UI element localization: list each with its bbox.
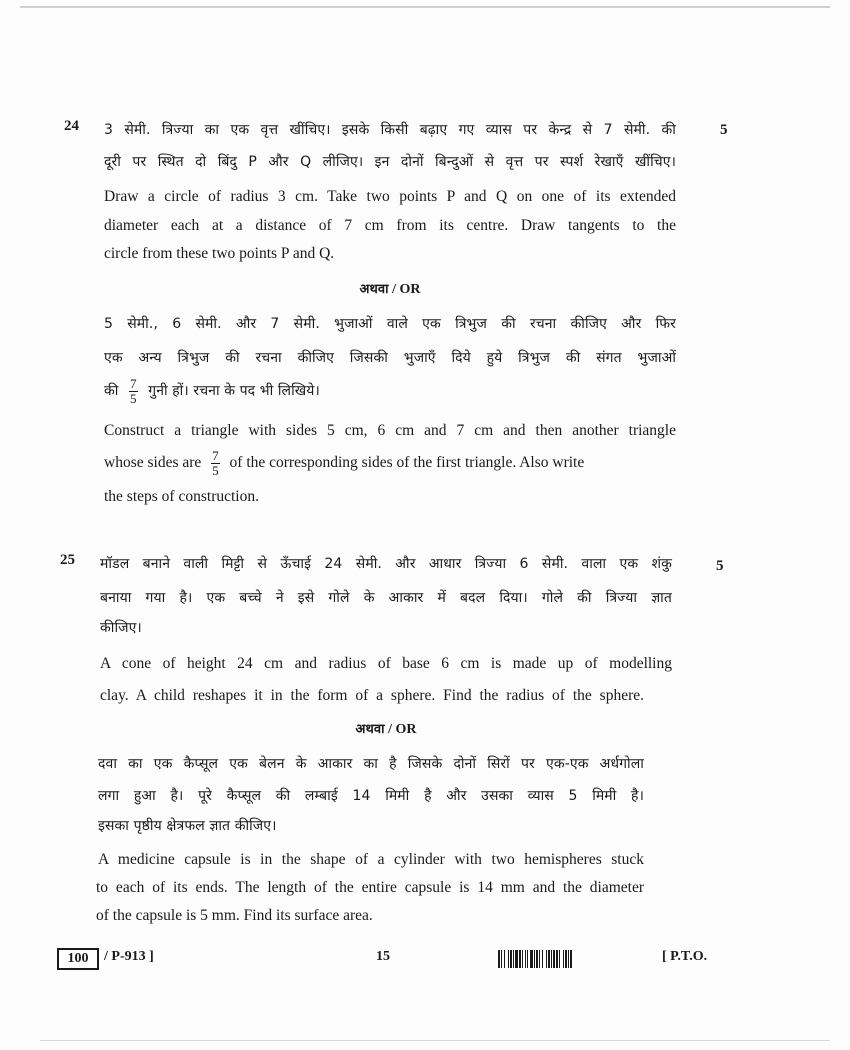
- q24-alt-english-line-3: the steps of construction.: [104, 488, 259, 505]
- q25-hindi-line-1: मॉडल बनाने वाली मिट्टी से ऊँचाई 24 सेमी. और आधार त्रिज्या 6 सेमी. वाला एक शंकु: [100, 556, 672, 572]
- q25-english-line-1: A cone of height 24 cm and radius of base 6 cm is made up of modelling: [100, 655, 672, 672]
- q25-alt-hindi-line-1: दवा का एक कैप्सूल एक बेलन के आकार का है जिसके दोनों सिरों पर एक-एक अर्धगोला: [98, 756, 644, 772]
- q24-alt-hindi-line-1: 5 सेमी., 6 सेमी. और 7 सेमी. भुजाओं वाले एक त्रिभुज की रचना कीजिए और फिर: [104, 316, 676, 332]
- q24-english-line-3: circle from these two points P and Q.: [104, 245, 335, 262]
- q25-or-separator: [100, 719, 672, 738]
- or-english: OR: [395, 722, 417, 737]
- or-english: OR: [399, 282, 421, 297]
- q24-alt-english-line-2: [104, 446, 676, 480]
- page-number: 15: [376, 949, 390, 964]
- q24-alt-english-frac-suffix: of the corresponding sides of the first triangle. Also write: [229, 454, 585, 471]
- q25-hindi-line-2: बनाया गया है। एक बच्चे ने इसे गोले के आकार में बदल दिया। गोले की त्रिज्या ज्ञात: [100, 590, 672, 606]
- top-rule: [20, 6, 830, 8]
- paper-code: / P-913 ]: [104, 949, 154, 964]
- fraction-seven-fifths: [129, 377, 138, 406]
- or-slash: /: [384, 722, 396, 737]
- question-24-marks: 5: [720, 122, 728, 138]
- q25-english-line-2: clay. A child reshapes it in the form of a sphere. Find the radius of the sphere.: [100, 687, 644, 704]
- q24-hindi-line-1: 3 सेमी. त्रिज्या का एक वृत्त खींचिए। इसके किसी बढ़ाए गए व्यास पर केन्द्र से 7 सेमी. की: [104, 122, 676, 138]
- q25-alt-hindi-line-2: लगा हुआ है। पूरे कैप्सूल की लम्बाई 14 मिमी है और उसका व्यास 5 मिमी है।: [98, 788, 644, 804]
- q24-english-line-1: Draw a circle of radius 3 cm. Take two points P and Q on one of its extended: [104, 188, 676, 205]
- pto-label: [ P.T.O.: [662, 949, 708, 964]
- q24-hindi-line-2: दूरी पर स्थित दो बिंदु P और Q लीजिए। इन दोनों बिन्दुओं से वृत्त पर स्पर्श रेखाएँ खींचिए।: [104, 154, 676, 170]
- bottom-rule: [40, 1040, 830, 1041]
- q24-alt-english-frac-prefix: whose sides are: [104, 454, 202, 471]
- q24-alt-english-line-1: Construct a triangle with sides 5 cm, 6 cm and 7 cm and then another triangle: [104, 422, 676, 439]
- q25-hindi-line-3: कीजिए।: [100, 620, 142, 636]
- fraction-numerator: 7: [130, 375, 137, 391]
- fraction-seven-fifths-english: [211, 449, 220, 478]
- q24-alt-hindi-frac-prefix: की: [104, 383, 119, 399]
- fraction-denominator: 5: [130, 390, 137, 406]
- fraction-numerator: 7: [212, 447, 219, 463]
- barcode-icon: [498, 950, 646, 968]
- page-count-box: 100: [57, 948, 99, 970]
- q24-alt-hindi-line-2: एक अन्य त्रिभुज की रचना कीजिए जिसकी भुजाएँ दिये हुये त्रिभुज की संगत भुजाओं: [104, 350, 676, 366]
- or-hindi: अथवा: [355, 722, 385, 737]
- q24-alt-hindi-frac-suffix: गुनी हों। रचना के पद भी लिखिये।: [148, 383, 320, 399]
- q24-alt-hindi-line-3: [104, 374, 676, 408]
- or-hindi: अथवा: [359, 282, 389, 297]
- q25-alt-english-line-1: A medicine capsule is in the shape of a cylinder with two hemispheres stuck: [98, 851, 644, 868]
- page-footer: [0, 948, 850, 974]
- or-slash: /: [388, 282, 400, 297]
- q25-alt-english-line-3: of the capsule is 5 mm. Find its surface area.: [96, 907, 373, 924]
- q24-or-separator: [104, 279, 676, 298]
- question-25-marks: 5: [716, 558, 724, 574]
- question-25-number: 25: [60, 552, 75, 568]
- question-24-number: 24: [64, 118, 79, 134]
- fraction-denominator: 5: [212, 462, 219, 478]
- q25-alt-english-line-2: to each of its ends. The length of the entire capsule is 14 mm and the diameter: [96, 879, 644, 896]
- q25-alt-hindi-line-3: इसका पृष्ठीय क्षेत्रफल ज्ञात कीजिए।: [98, 818, 277, 834]
- q24-english-line-2: diameter each at a distance of 7 cm from its centre. Draw tangents to the: [104, 217, 676, 234]
